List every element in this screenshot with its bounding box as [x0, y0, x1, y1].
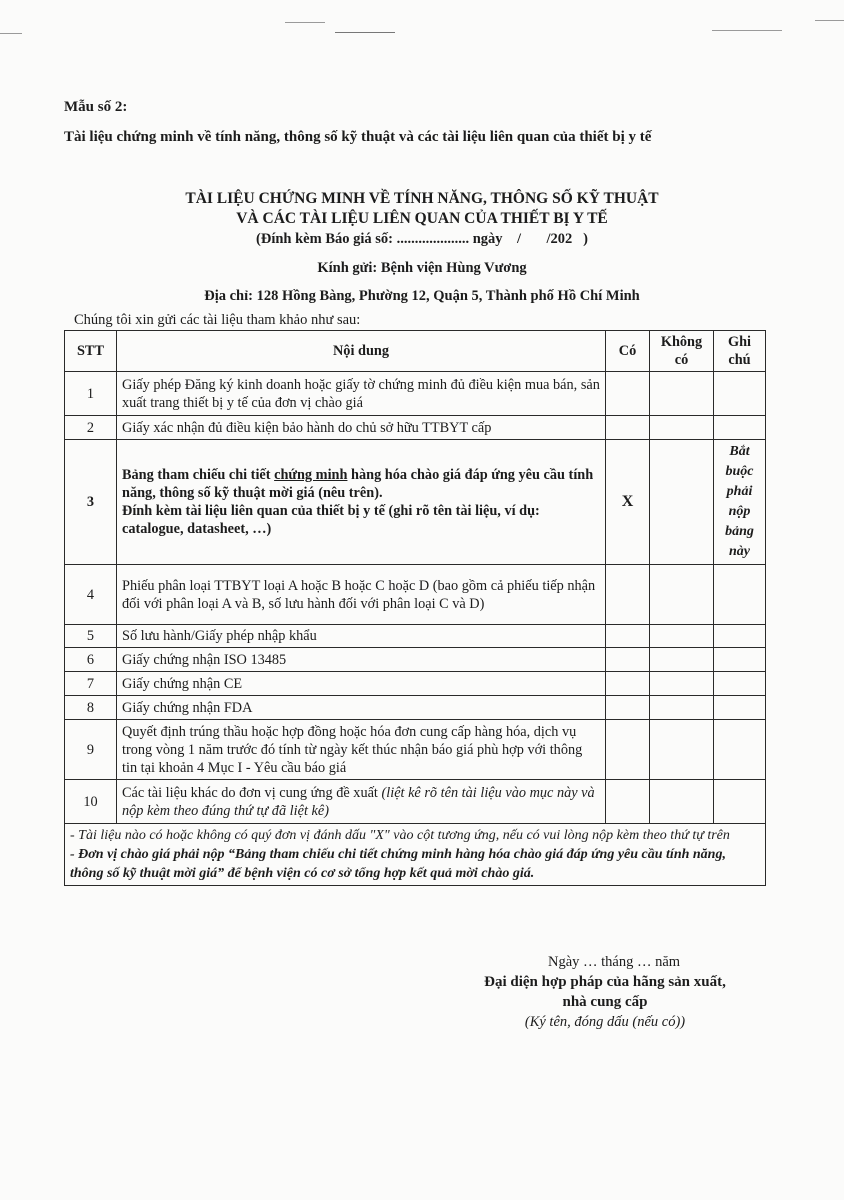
cell-yes: [606, 672, 650, 696]
signature-title-line-1: Đại diện hợp pháp của hãng sản xuất,: [484, 974, 726, 990]
cell-content-other: [117, 780, 606, 824]
cell-yes: [606, 720, 650, 780]
table-row: [65, 696, 766, 720]
table-header-row: [65, 331, 766, 372]
row3-text-b: hàng hóa chào giá đáp ứng yêu cầu tính năng, thông số kỹ thuật mời giá (nêu trên).: [122, 467, 594, 501]
row10-text: Các tài liệu khác do đơn vị cung ứng đề xuất: [122, 784, 382, 801]
form-number: Mẫu số 2:: [64, 99, 128, 115]
cell-content: Giấy phép Đăng ký kinh doanh hoặc giấy tờ chứng minh đủ điều kiện mua bán, sản xuất trang thiết bị y tế của đơn vị chào giá: [117, 372, 606, 416]
cell-yes: [606, 648, 650, 672]
cell-stt: 6: [65, 648, 117, 672]
cell-note: [714, 565, 766, 625]
table-notes: [65, 824, 766, 886]
cell-yes: [606, 780, 650, 824]
cell-no: [650, 648, 714, 672]
table-row: [65, 565, 766, 625]
cell-content: Giấy xác nhận đủ điều kiện bảo hành do chủ sở hữu TTBYT cấp: [117, 416, 606, 440]
cell-note: [714, 780, 766, 824]
cell-stt: 4: [65, 565, 117, 625]
cell-note: [714, 372, 766, 416]
cell-no: [650, 372, 714, 416]
cell-note: [714, 416, 766, 440]
row10-italic-hint: (liệt kê rõ tên tài liệu vào mục này và nộp kèm theo đúng thứ tự đã liệt kê): [122, 784, 595, 819]
cell-yes: [606, 372, 650, 416]
table-row: [65, 416, 766, 440]
note-line-2: - Đơn vị chào giá phải nộp “Bảng tham chiếu chi tiết chứng minh hàng hóa chào giá đáp ứng yêu cầu tính năng, thông số kỹ thuật mời giá” để bệnh viện có cơ sở tổng hợp kết quả mời chào giá.: [70, 847, 726, 881]
row3-text-a: Bảng tham chiếu chi tiết: [122, 467, 275, 483]
cell-no: [650, 416, 714, 440]
table-row: [65, 672, 766, 696]
scan-artifact: [0, 33, 22, 34]
title-line-3: (Đính kèm Báo giá số: .................... ngày / /202 ): [256, 231, 588, 247]
cell-content: Số lưu hành/Giấy phép nhập khẩu: [117, 625, 606, 648]
cell-no: [650, 440, 714, 565]
document-subtitle: Tài liệu chứng minh về tính năng, thông số kỹ thuật và các tài liệu liên quan của thiết bị y tế: [64, 129, 652, 145]
cell-note: [714, 720, 766, 780]
cell-no: [650, 625, 714, 648]
cell-content: Giấy chứng nhận CE: [117, 672, 606, 696]
scan-artifact: [335, 32, 395, 33]
cell-stt: 1: [65, 372, 117, 416]
cell-note-mandatory: Bắt buộc phải nộp bảng này: [714, 440, 766, 565]
cell-content-reference-table: [117, 440, 606, 565]
table-row: [65, 720, 766, 780]
header-no: Không có: [650, 331, 714, 372]
header-content: Nội dung: [117, 331, 606, 372]
signature-title: [455, 972, 755, 1012]
cell-stt: 8: [65, 696, 117, 720]
cell-yes: [606, 565, 650, 625]
documents-table: [64, 330, 766, 886]
cell-content: Phiếu phân loại TTBYT loại A hoặc B hoặc C hoặc D (bao gồm cả phiếu tiếp nhận đối với phân loại A và B, số lưu hành đối với phân loại C và D): [117, 565, 606, 625]
cell-note: [714, 696, 766, 720]
title-line-2: VÀ CÁC TÀI LIỆU LIÊN QUAN CỦA THIẾT BỊ Y TẾ: [236, 210, 608, 227]
table-notes-row: [65, 824, 766, 886]
cell-stt: 5: [65, 625, 117, 648]
table-row: [65, 440, 766, 565]
cell-stt: 10: [65, 780, 117, 824]
cell-content: Giấy chứng nhận ISO 13485: [117, 648, 606, 672]
cell-stt: 3: [65, 440, 117, 565]
row3-text-underlined: chứng minh: [274, 467, 348, 483]
cell-no: [650, 696, 714, 720]
header-note: Ghi chú: [714, 331, 766, 372]
signature-date: Ngày … tháng … năm: [548, 954, 681, 970]
cell-no: [650, 565, 714, 625]
address: Địa chỉ: 128 Hồng Bàng, Phường 12, Quận 5, Thành phố Hồ Chí Minh: [204, 288, 640, 304]
header-stt: STT: [65, 331, 117, 372]
cell-content: Quyết định trúng thầu hoặc hợp đồng hoặc hóa đơn cung cấp hàng hóa, dịch vụ trong vòng 1 năm trước đó tính từ ngày kết thúc nhận báo giá phù hợp với thông tin tại khoản 4 Mục I - Yêu cầu báo giá: [117, 720, 606, 780]
table-row: [65, 648, 766, 672]
signature-hint: (Ký tên, đóng dấu (nếu có)): [524, 1014, 686, 1030]
scan-artifact: [712, 30, 782, 31]
cell-no: [650, 672, 714, 696]
cell-stt: 2: [65, 416, 117, 440]
cell-stt: 7: [65, 672, 117, 696]
note-line-1: - Tài liệu nào có hoặc không có quý đơn vị đánh dấu "X" vào cột tương ứng, nếu có vui lòng nộp kèm theo thứ tự trên: [70, 828, 730, 843]
recipient: Kính gửi: Bệnh viện Hùng Vương: [317, 260, 527, 276]
cell-yes: [606, 696, 650, 720]
cell-content: Giấy chứng nhận FDA: [117, 696, 606, 720]
table-row: [65, 625, 766, 648]
signature-title-line-2: nhà cung cấp: [562, 994, 648, 1010]
cell-note: [714, 672, 766, 696]
title-line-1: TÀI LIỆU CHỨNG MINH VỀ TÍNH NĂNG, THÔNG SỐ KỸ THUẬT: [185, 190, 659, 207]
scan-artifact: [285, 22, 325, 23]
cell-stt: 9: [65, 720, 117, 780]
cell-no: [650, 780, 714, 824]
scan-artifact: [815, 20, 844, 21]
row3-text-c: Đính kèm tài liệu liên quan của thiết bị y tế (ghi rõ tên tài liệu, ví dụ: catalogue, datasheet, …): [122, 503, 540, 537]
table-row: [65, 780, 766, 824]
intro-text: Chúng tôi xin gửi các tài liệu tham khảo như sau:: [74, 312, 361, 328]
cell-yes: [606, 416, 650, 440]
cell-note: [714, 648, 766, 672]
cell-note: [714, 625, 766, 648]
table-row: [65, 372, 766, 416]
cell-yes-mark: X: [606, 440, 650, 565]
cell-no: [650, 720, 714, 780]
cell-yes: [606, 625, 650, 648]
header-yes: Có: [606, 331, 650, 372]
